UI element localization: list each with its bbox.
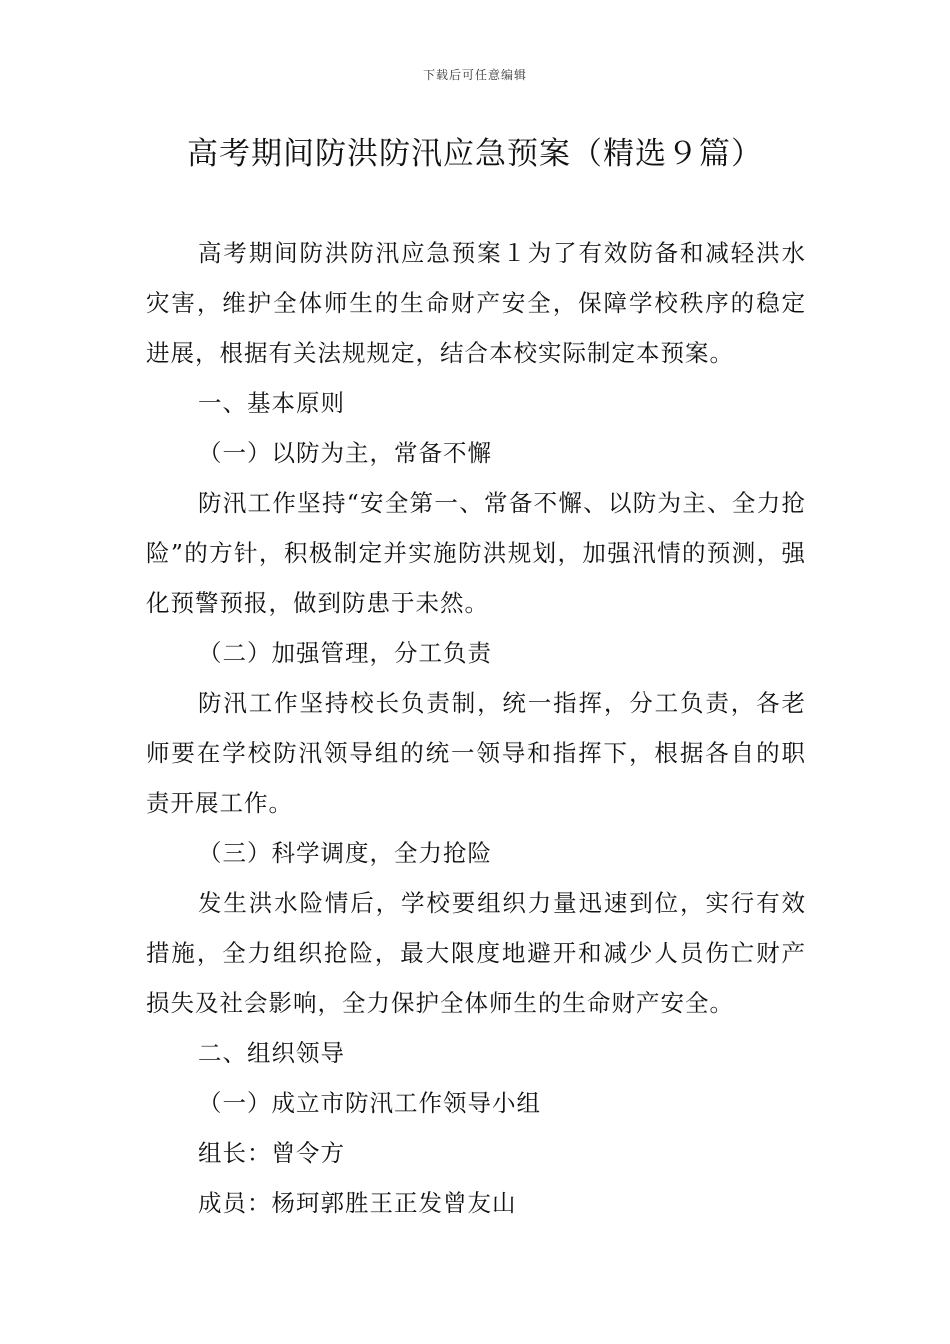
header-note: 下载后可任意编辑 xyxy=(422,68,527,82)
heading-basic-principles: 一、基本原则 xyxy=(198,389,345,417)
document-body xyxy=(146,228,806,1228)
subheading-dispatch: （三）科学调度，全力抢险 xyxy=(198,839,492,867)
paragraph-intro: 高考期间防洪防汛应急预案１为了有效防备和减轻洪水灾害，维护全体师生的生命财产安全，保障学校秩序的稳定进展，根据有关法规规定，结合本校实际制定本预案。 xyxy=(146,239,806,367)
paragraph-dispatch: 发生洪水险情后，学校要组织力量迅速到位，实行有效措施，全力组织抢险，最大限度地避开和减少人员伤亡财产损失及社会影响，全力保护全体师生的生命财产安全。 xyxy=(146,889,806,1017)
paragraph-prevention: 防汛工作坚持“安全第一、常备不懈、以防为主、全力抢险”的方针，积极制定并实施防洪规划，加强汛情的预测，强化预警预报，做到防患于未然。 xyxy=(146,489,806,617)
subheading-prevention: （一）以防为主，常备不懈 xyxy=(198,439,492,467)
heading-organization: 二、组织领导 xyxy=(198,1039,345,1067)
document-title: 高考期间防洪防汛应急预案（精选９篇） xyxy=(187,136,763,172)
line-group-leader: 组长：曾令方 xyxy=(198,1139,345,1167)
line-group-members: 成员：杨珂郭胜王正发曾友山 xyxy=(198,1189,517,1217)
subheading-leadership-group: （一）成立市防汛工作领导小组 xyxy=(198,1089,541,1117)
subheading-management: （二）加强管理，分工负责 xyxy=(198,639,492,667)
paragraph-management: 防汛工作坚持校长负责制，统一指挥，分工负责，各老师要在学校防汛领导组的统一领导和指挥下，根据各自的职责开展工作。 xyxy=(146,689,806,817)
